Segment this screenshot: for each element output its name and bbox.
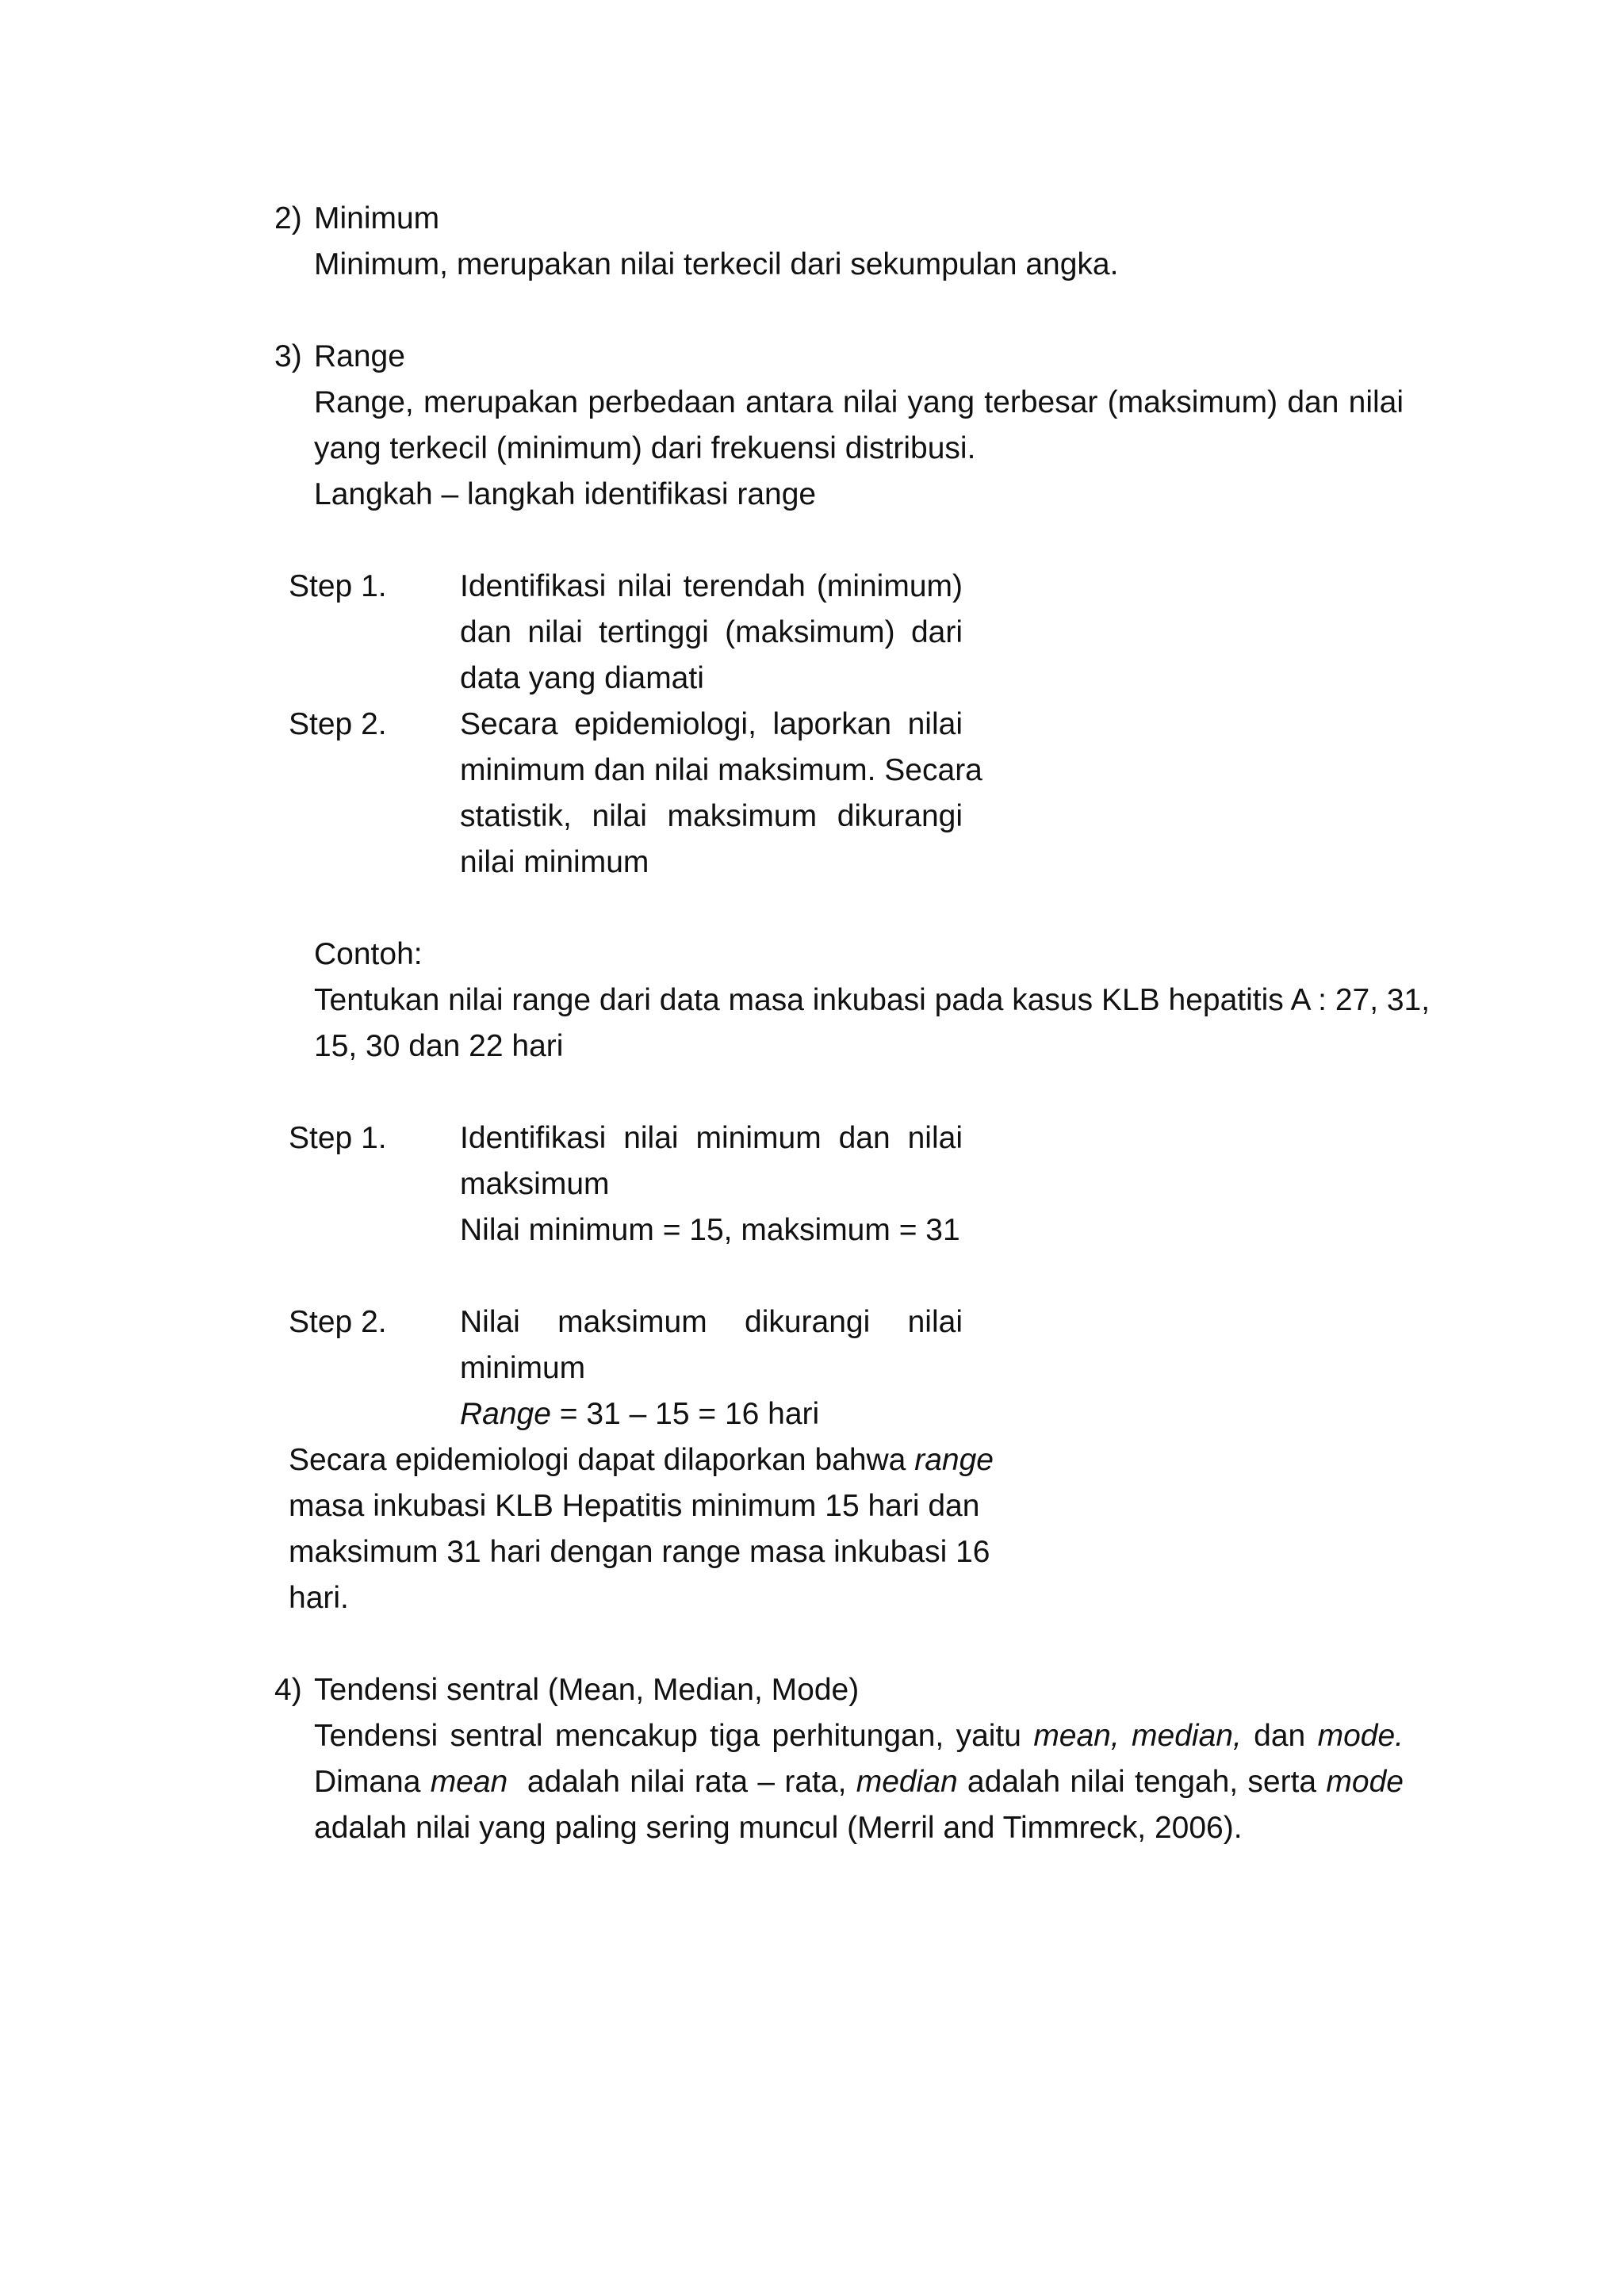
section-number: 2) <box>274 201 302 235</box>
step-text: nilai minimum <box>460 845 649 879</box>
range-formula <box>460 1391 819 1437</box>
italic-term: mode <box>1326 1765 1404 1799</box>
conclusion-text: Secara epidemiologi dapat dilaporkan bahwa <box>289 1443 915 1477</box>
italic-term: mode <box>1317 1719 1396 1753</box>
italic-term: mean, median, <box>1033 1719 1242 1753</box>
step-text: minimum dan nilai maksimum. Secara <box>460 753 982 787</box>
step-label: Step 2. <box>289 1305 387 1339</box>
section-number: 4) <box>274 1673 302 1707</box>
step-text: minimum <box>460 1351 586 1385</box>
text: dan <box>1241 1719 1318 1753</box>
paragraph: Minimum, merupakan nilai terkecil dari sekumpulan angka. <box>314 247 1119 281</box>
step-label: Step 1. <box>289 1121 387 1155</box>
section-number: 3) <box>274 339 302 373</box>
paragraph-line: yang terkecil (minimum) dari frekuensi distribusi. <box>314 431 976 465</box>
text: adalah nilai tengah, serta <box>957 1765 1327 1799</box>
range-formula-term: Range <box>460 1397 551 1431</box>
step-text: Identifikasi nilai terendah (minimum) <box>460 569 963 603</box>
section-heading-range: Range <box>314 339 405 373</box>
step-text: data yang diamati <box>460 661 704 695</box>
section-heading-minimum: Minimum <box>314 201 440 235</box>
paragraph-line <box>314 1759 1404 1805</box>
example-question: 15, 30 dan 22 hari <box>314 1029 564 1063</box>
text: . <box>1395 1719 1404 1753</box>
step-text: Nilai maksimum dikurangi nilai <box>460 1305 963 1339</box>
conclusion-italic-term: range <box>914 1443 994 1477</box>
paragraph-line: Langkah – langkah identifikasi range <box>314 477 817 511</box>
italic-term: median <box>856 1765 958 1799</box>
conclusion-line: hari. <box>289 1581 349 1615</box>
step-text: statistik, nilai maksimum dikurangi <box>460 799 963 833</box>
step-text: Secara epidemiologi, laporkan nilai <box>460 707 963 741</box>
text: Tendensi sentral mencakup tiga perhitungan, yaitu <box>314 1719 1034 1753</box>
italic-term: mean <box>430 1765 508 1799</box>
conclusion-line: masa inkubasi KLB Hepatitis minimum 15 hari dan <box>289 1489 980 1523</box>
step-text: Nilai minimum = 15, maksimum = 31 <box>460 1213 960 1247</box>
conclusion-line: maksimum 31 hari dengan range masa inkubasi 16 <box>289 1535 990 1569</box>
step-text: dan nilai tertinggi (maksimum) dari <box>460 615 963 649</box>
step-text: maksimum <box>460 1167 610 1201</box>
text: Dimana <box>314 1765 431 1799</box>
section-heading-central-tendency: Tendensi sentral (Mean, Median, Mode) <box>314 1673 860 1707</box>
paragraph-line <box>314 1713 1404 1759</box>
conclusion-line <box>289 1437 994 1483</box>
step-label: Step 2. <box>289 707 387 741</box>
text: adalah nilai rata – rata, <box>508 1765 856 1799</box>
paragraph-line: Range, merupakan perbedaan antara nilai yang terbesar (maksimum) dan nilai <box>314 385 1404 419</box>
paragraph-line: adalah nilai yang paling sering muncul (Merril and Timmreck, 2006). <box>314 1811 1243 1845</box>
example-question: Tentukan nilai range dari data masa inkubasi pada kasus KLB hepatitis A : 27, 31, <box>314 983 1431 1017</box>
step-text: Identifikasi nilai minimum dan nilai <box>460 1121 963 1155</box>
step-label: Step 1. <box>289 569 387 603</box>
example-heading: Contoh: <box>314 937 423 971</box>
range-formula-value: = 31 – 15 = 16 hari <box>550 1397 820 1431</box>
